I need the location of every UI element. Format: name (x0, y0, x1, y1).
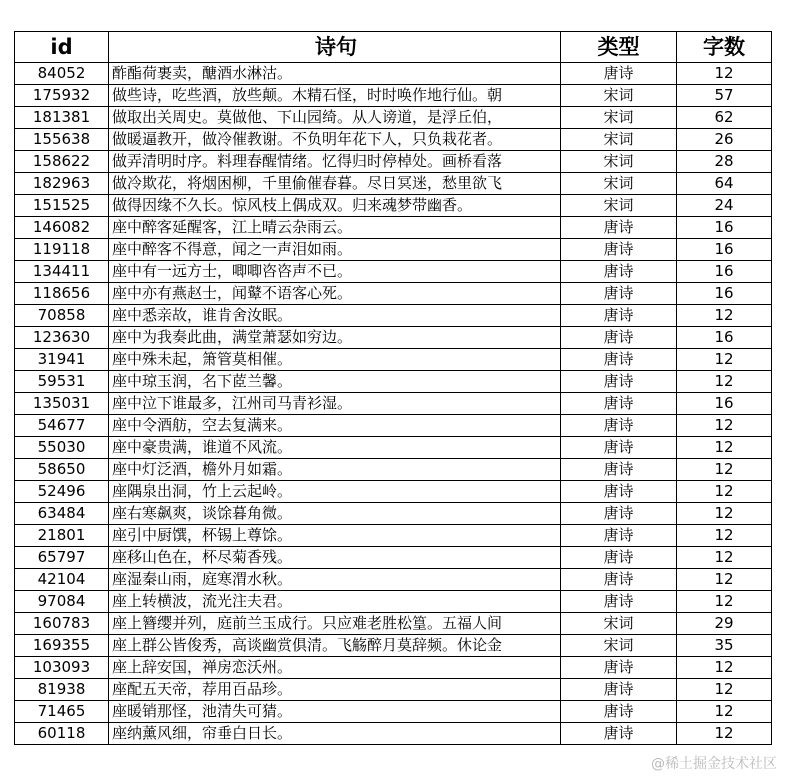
cell-count[interactable]: 16 (677, 393, 772, 415)
cell-poem[interactable]: 座上辞安国，禅房恋沃州。 (109, 657, 561, 679)
header-count[interactable]: 字数 (677, 32, 772, 63)
table-row (15, 701, 772, 723)
cell-type[interactable]: 宋词 (561, 195, 677, 217)
cell-count[interactable]: 16 (677, 261, 772, 283)
cell-type[interactable]: 唐诗 (561, 239, 677, 261)
cell-id[interactable]: 123630 (15, 327, 109, 349)
cell-id[interactable]: 181381 (15, 107, 109, 129)
cell-type[interactable]: 唐诗 (561, 657, 677, 679)
table-row (15, 63, 772, 85)
cell-poem[interactable]: 座引中厨馔，杯锡上尊馀。 (109, 525, 561, 547)
cell-type[interactable]: 唐诗 (561, 547, 677, 569)
cell-poem[interactable]: 座中豪贵满，谁道不风流。 (109, 437, 561, 459)
cell-poem[interactable]: 做弄清明时序。料理春醒情绪。忆得归时停棹处。画桥看落 (109, 151, 561, 173)
cell-poem[interactable]: 座上转横波，流光注夫君。 (109, 591, 561, 613)
cell-count[interactable]: 26 (677, 129, 772, 151)
table-row (15, 547, 772, 569)
cell-count[interactable]: 12 (677, 459, 772, 481)
cell-type[interactable]: 唐诗 (561, 459, 677, 481)
table-row (15, 305, 772, 327)
cell-poem[interactable]: 座湿秦山雨，庭寒渭水秋。 (109, 569, 561, 591)
table-row (15, 239, 772, 261)
header-id[interactable]: id (15, 32, 109, 63)
cell-poem[interactable]: 做取出关周史。莫做他、下山园绮。从人谤道，是浮丘伯， (109, 107, 561, 129)
cell-id[interactable]: 103093 (15, 657, 109, 679)
cell-id[interactable]: 160783 (15, 613, 109, 635)
cell-id[interactable]: 58650 (15, 459, 109, 481)
cell-type[interactable]: 宋词 (561, 613, 677, 635)
cell-count[interactable]: 16 (677, 327, 772, 349)
cell-count[interactable]: 16 (677, 283, 772, 305)
table-row (15, 635, 772, 657)
table-row (15, 261, 772, 283)
cell-id[interactable]: 59531 (15, 371, 109, 393)
cell-count[interactable]: 16 (677, 217, 772, 239)
cell-id[interactable]: 70858 (15, 305, 109, 327)
cell-type[interactable]: 唐诗 (561, 63, 677, 85)
cell-poem[interactable]: 做暖逼教开，做冷催教谢。不负明年花下人，只负栽花者。 (109, 129, 561, 151)
cell-count[interactable]: 12 (677, 305, 772, 327)
cell-poem[interactable]: 座中灯泛酒，檐外月如霜。 (109, 459, 561, 481)
cell-type[interactable]: 唐诗 (561, 349, 677, 371)
cell-id[interactable]: 169355 (15, 635, 109, 657)
cell-type[interactable]: 唐诗 (561, 679, 677, 701)
cell-count[interactable]: 12 (677, 371, 772, 393)
cell-type[interactable]: 唐诗 (561, 261, 677, 283)
table-row (15, 129, 772, 151)
cell-count[interactable]: 12 (677, 525, 772, 547)
header-poem[interactable]: 诗句 (109, 32, 561, 63)
cell-count[interactable]: 64 (677, 173, 772, 195)
table-row (15, 393, 772, 415)
table-row (15, 85, 772, 107)
cell-poem[interactable]: 座中醉客不得意，闻之一声泪如雨。 (109, 239, 561, 261)
cell-count[interactable]: 12 (677, 723, 772, 745)
cell-poem[interactable]: 座上簪缨并列，庭前兰玉成行。只应难老胜松篁。五福人间 (109, 613, 561, 635)
cell-type[interactable]: 唐诗 (561, 503, 677, 525)
cell-poem[interactable]: 座中令酒舫，空去复满来。 (109, 415, 561, 437)
cell-id[interactable]: 135031 (15, 393, 109, 415)
cell-poem[interactable]: 座右寒飙爽，谈馀暮角微。 (109, 503, 561, 525)
cell-poem[interactable]: 座中醉客延醒客，江上晴云杂雨云。 (109, 217, 561, 239)
cell-count[interactable]: 12 (677, 415, 772, 437)
cell-count[interactable]: 12 (677, 701, 772, 723)
cell-poem[interactable]: 座移山色在，杯尽菊香残。 (109, 547, 561, 569)
cell-type[interactable]: 宋词 (561, 85, 677, 107)
table-row (15, 613, 772, 635)
cell-type[interactable]: 唐诗 (561, 283, 677, 305)
cell-type[interactable]: 唐诗 (561, 723, 677, 745)
cell-id[interactable]: 55030 (15, 437, 109, 459)
cell-id[interactable]: 63484 (15, 503, 109, 525)
cell-type[interactable]: 宋词 (561, 173, 677, 195)
table-row (15, 569, 772, 591)
cell-type[interactable]: 唐诗 (561, 305, 677, 327)
table-row (15, 195, 772, 217)
cell-poem[interactable]: 做冷欺花，将烟困柳，千里偷催春暮。尽日冥迷，愁里欲飞 (109, 173, 561, 195)
table-row (15, 657, 772, 679)
cell-type[interactable]: 唐诗 (561, 437, 677, 459)
cell-id[interactable]: 119118 (15, 239, 109, 261)
cell-type[interactable]: 唐诗 (561, 327, 677, 349)
cell-poem[interactable]: 座中悉亲故，谁肯舍汝眠。 (109, 305, 561, 327)
table-row (15, 459, 772, 481)
cell-count[interactable]: 12 (677, 437, 772, 459)
cell-id[interactable]: 54677 (15, 415, 109, 437)
cell-type[interactable]: 唐诗 (561, 481, 677, 503)
cell-count[interactable]: 16 (677, 239, 772, 261)
cell-count[interactable]: 12 (677, 569, 772, 591)
cell-id[interactable]: 151525 (15, 195, 109, 217)
cell-type[interactable]: 宋词 (561, 635, 677, 657)
cell-poem[interactable]: 座中琼玉润，名下茝兰馨。 (109, 371, 561, 393)
cell-count[interactable]: 12 (677, 679, 772, 701)
table-row (15, 679, 772, 701)
cell-poem[interactable]: 座中殊未起，箫管莫相催。 (109, 349, 561, 371)
cell-id[interactable]: 21801 (15, 525, 109, 547)
cell-count[interactable]: 12 (677, 657, 772, 679)
cell-type[interactable]: 唐诗 (561, 569, 677, 591)
cell-type[interactable]: 宋词 (561, 107, 677, 129)
cell-poem[interactable]: 座上群公皆俊秀，高谈幽赏俱清。飞觞醉月莫辞频。休论金 (109, 635, 561, 657)
cell-id[interactable]: 134411 (15, 261, 109, 283)
cell-count[interactable]: 12 (677, 349, 772, 371)
table-row (15, 481, 772, 503)
cell-id[interactable]: 81938 (15, 679, 109, 701)
table-row (15, 173, 772, 195)
cell-type[interactable]: 唐诗 (561, 393, 677, 415)
table-row (15, 525, 772, 547)
cell-count[interactable]: 57 (677, 85, 772, 107)
poem-table (14, 31, 772, 745)
cell-poem[interactable]: 座配五天帝，荐用百品珍。 (109, 679, 561, 701)
cell-id[interactable]: 175932 (15, 85, 109, 107)
cell-id[interactable]: 60118 (15, 723, 109, 745)
header-row (15, 32, 772, 63)
cell-poem[interactable]: 酢酯荷裹卖，醣酒水淋沽。 (109, 63, 561, 85)
cell-poem[interactable]: 座纳薰风细，帘垂白日长。 (109, 723, 561, 745)
table-row (15, 327, 772, 349)
watermark: @稀土掘金技术社区 (651, 756, 777, 772)
table-row (15, 591, 772, 613)
cell-id[interactable]: 97084 (15, 591, 109, 613)
cell-type[interactable]: 唐诗 (561, 415, 677, 437)
cell-type[interactable]: 唐诗 (561, 217, 677, 239)
cell-id[interactable]: 146082 (15, 217, 109, 239)
cell-count[interactable]: 12 (677, 481, 772, 503)
table-row (15, 217, 772, 239)
cell-count[interactable]: 12 (677, 503, 772, 525)
table-row (15, 283, 772, 305)
table-row (15, 371, 772, 393)
cell-poem[interactable]: 座中有一远方士，唧唧咨咨声不已。 (109, 261, 561, 283)
cell-poem[interactable]: 座暖销那怪，池清失可猜。 (109, 701, 561, 723)
cell-id[interactable]: 182963 (15, 173, 109, 195)
cell-poem[interactable]: 座隅泉出洞，竹上云起岭。 (109, 481, 561, 503)
cell-id[interactable]: 155638 (15, 129, 109, 151)
cell-count[interactable]: 24 (677, 195, 772, 217)
cell-type[interactable]: 宋词 (561, 151, 677, 173)
cell-poem[interactable]: 做得因缘不久长。惊风枝上偶成双。归来魂梦带幽香。 (109, 195, 561, 217)
cell-count[interactable]: 12 (677, 547, 772, 569)
cell-id[interactable]: 118656 (15, 283, 109, 305)
cell-count[interactable]: 12 (677, 63, 772, 85)
cell-count[interactable]: 35 (677, 635, 772, 657)
cell-id[interactable]: 84052 (15, 63, 109, 85)
cell-type[interactable]: 唐诗 (561, 591, 677, 613)
cell-count[interactable]: 28 (677, 151, 772, 173)
cell-poem[interactable]: 座中为我奏此曲，满堂萧瑟如穷边。 (109, 327, 561, 349)
cell-id[interactable]: 42104 (15, 569, 109, 591)
cell-poem[interactable]: 座中亦有燕赵士，闻鼙不语客心死。 (109, 283, 561, 305)
table-row (15, 723, 772, 745)
table-row (15, 349, 772, 371)
cell-id[interactable]: 71465 (15, 701, 109, 723)
cell-poem[interactable]: 做些诗，吃些酒，放些颠。木精石怪，时时唤作地行仙。朝 (109, 85, 561, 107)
table-row (15, 503, 772, 525)
table-row (15, 107, 772, 129)
table-row (15, 437, 772, 459)
cell-id[interactable]: 158622 (15, 151, 109, 173)
cell-type[interactable]: 唐诗 (561, 701, 677, 723)
cell-poem[interactable]: 座中泣下谁最多，江州司马青衫湿。 (109, 393, 561, 415)
cell-type[interactable]: 宋词 (561, 129, 677, 151)
cell-count[interactable]: 12 (677, 591, 772, 613)
cell-id[interactable]: 65797 (15, 547, 109, 569)
table-row (15, 415, 772, 437)
cell-type[interactable]: 唐诗 (561, 525, 677, 547)
cell-count[interactable]: 62 (677, 107, 772, 129)
table-row (15, 151, 772, 173)
cell-id[interactable]: 52496 (15, 481, 109, 503)
cell-id[interactable]: 31941 (15, 349, 109, 371)
cell-type[interactable]: 唐诗 (561, 371, 677, 393)
cell-count[interactable]: 29 (677, 613, 772, 635)
header-type[interactable]: 类型 (561, 32, 677, 63)
